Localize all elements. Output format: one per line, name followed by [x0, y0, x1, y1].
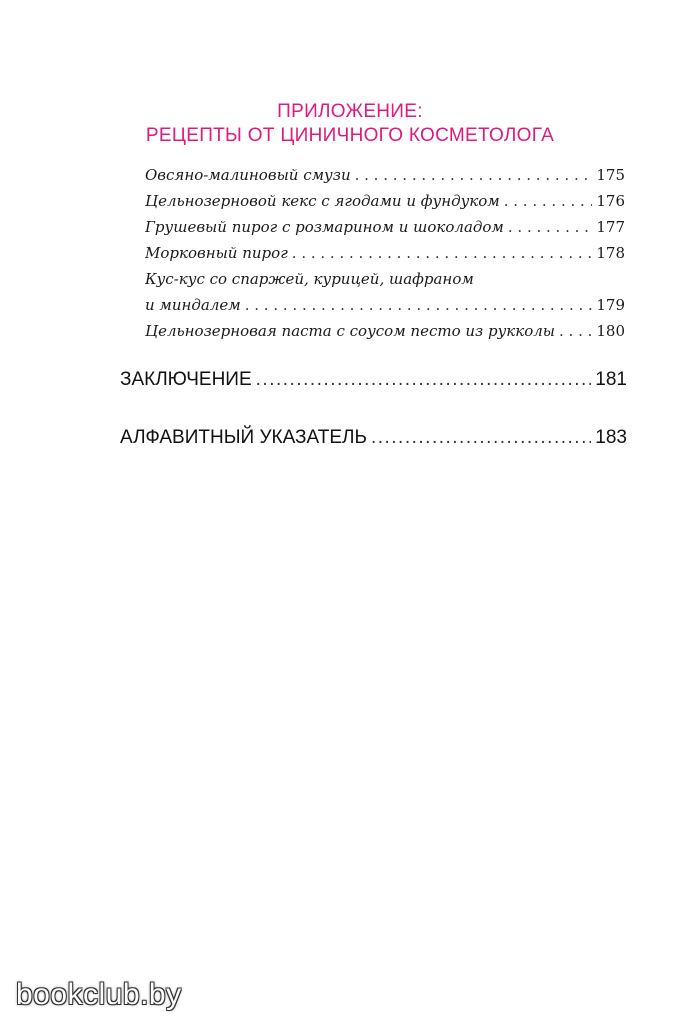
appendix-title	[0, 100, 700, 148]
toc-entry-label: Цельнозерновая паста с соусом песто из рукколы	[145, 322, 555, 340]
toc-entry-page: 179	[596, 296, 625, 314]
appendix-entries	[145, 162, 625, 344]
toc-entry-label: Овсяно-малиновый смузи	[145, 166, 351, 184]
dot-leader	[371, 426, 591, 450]
dot-leader	[292, 240, 593, 266]
toc-entry-page: 175	[596, 166, 625, 184]
appendix-title-line-1: ПРИЛОЖЕНИЕ:	[277, 101, 423, 122]
toc-chapter-index[interactable]	[120, 426, 627, 450]
toc-entry-page: 178	[596, 244, 625, 262]
dot-leader	[508, 214, 592, 240]
dot-leader	[245, 292, 593, 318]
dot-leader	[504, 188, 593, 214]
toc-entry[interactable]	[145, 188, 625, 214]
chapter-label: АЛФАВИТНЫЙ УКАЗАТЕЛЬ	[120, 427, 367, 448]
toc-entry-page: 176	[596, 192, 625, 210]
toc-entry[interactable]	[145, 292, 625, 318]
chapter-page: 183	[595, 427, 627, 448]
toc-entry-label-line-1: Кус-кус со спаржей, курицей, шафраном	[145, 270, 474, 288]
dot-leader	[355, 162, 593, 188]
appendix-title-line-2: РЕЦЕПТЫ ОТ ЦИНИЧНОГО КОСМЕТОЛОГА	[145, 125, 555, 146]
chapter-label: ЗАКЛЮЧЕНИЕ	[120, 369, 252, 390]
toc-entry-label: Грушевый пирог с розмарином и шоколадом	[145, 218, 504, 236]
watermark: bookclub.by	[16, 978, 182, 1011]
toc-entry-label-line-2: и миндалем	[145, 296, 241, 314]
toc-entry-page: 180	[596, 322, 625, 340]
toc-entry-label: Морковный пирог	[145, 244, 288, 262]
chapter-page: 181	[595, 369, 627, 390]
dot-leader	[559, 318, 592, 344]
toc-chapter-conclusion[interactable]	[120, 368, 627, 392]
toc-entry-first-line[interactable]	[145, 266, 625, 292]
toc-entry[interactable]	[145, 318, 625, 344]
toc-entry[interactable]	[145, 214, 625, 240]
toc-entry[interactable]	[145, 162, 625, 188]
toc-entry-page: 177	[596, 218, 625, 236]
dot-leader	[256, 368, 592, 392]
toc-entry[interactable]	[145, 240, 625, 266]
toc-entry-label: Цельнозерновой кекс с ягодами и фундуком	[145, 192, 500, 210]
